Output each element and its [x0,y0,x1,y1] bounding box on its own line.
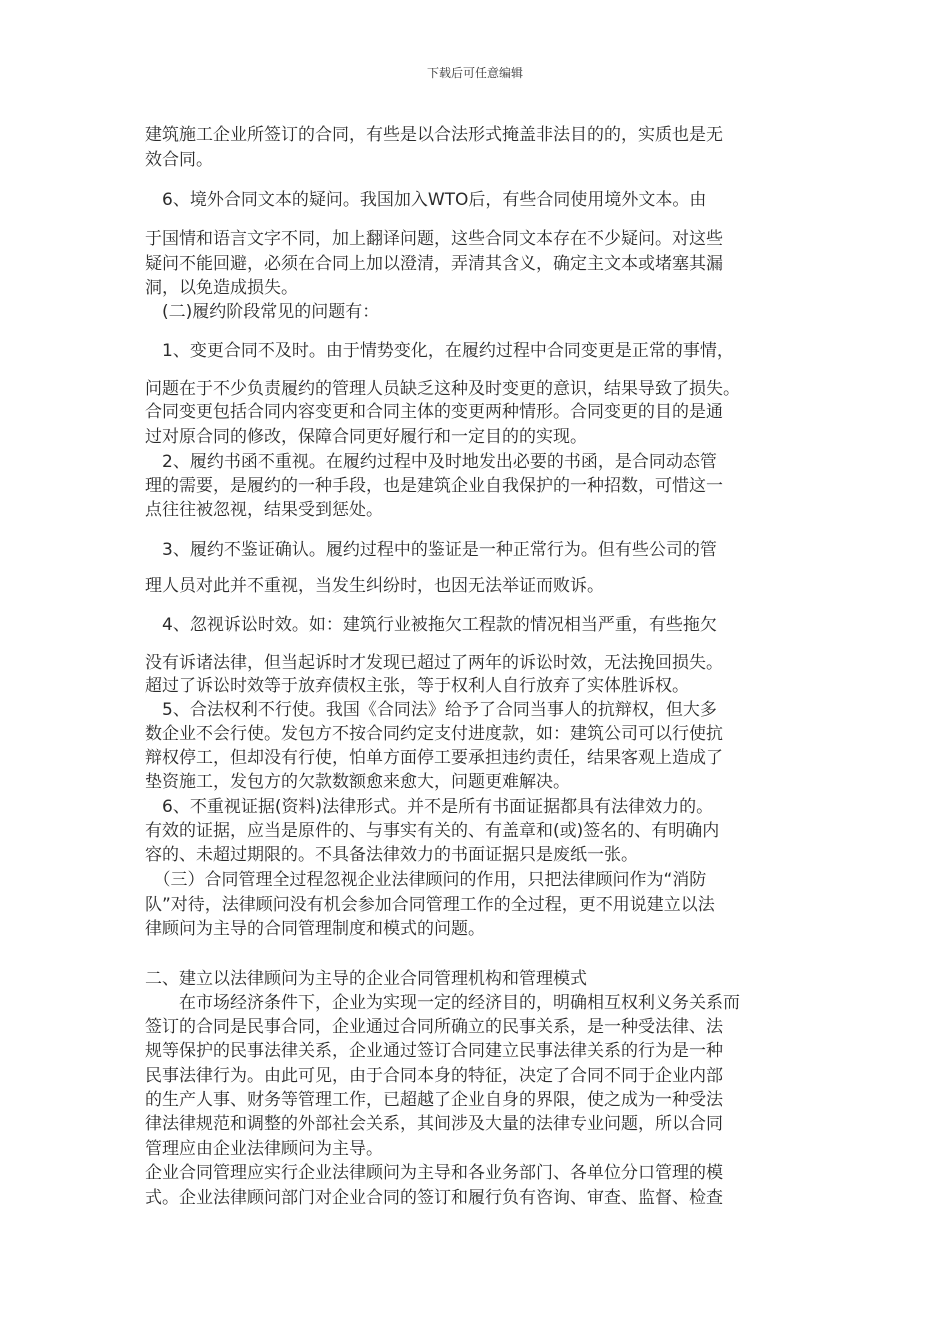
text-line: 在市场经济条件下，企业为实现一定的经济目的，明确相互权利义务关系而 [145,993,740,1013]
text-line: 队”对待，法律顾问没有机会参加合同管理工作的全过程，更不用说建立以法 [145,895,715,915]
text-line: 理的需要，是履约的一种手段，也是建筑企业自我保护的一种招数，可惜这一 [145,476,723,496]
section-heading: 二、建立以法律顾问为主导的企业合同管理机构和管理模式 [145,969,587,989]
text-line: 疑问不能回避，必须在合同上加以澄清，弄清其含义，确定主文本或堵塞其漏 [145,254,723,274]
text-line: （三）合同管理全过程忽视企业法律顾问的作用，只把法律顾问作为“消防 [145,870,707,890]
text-line: 律法律规范和调整的外部社会关系，其间涉及大量的法律专业问题，所以合同 [145,1114,723,1134]
text-line: 6、不重视证据(资料)法律形式。并不是所有书面证据都具有法律效力的。 [145,797,714,817]
text-line: 民事法律行为。由此可见，由于合同本身的特征，决定了合同不同于企业内部 [145,1066,723,1086]
text-line: 没有诉诸法律，但当起诉时才发现已超过了两年的诉讼时效，无法挽回损失。 [145,653,723,673]
text-line: 辩权停工，但却没有行使，怕单方面停工要承担违约责任，结果客观上造成了 [145,748,723,768]
text-line: 有效的证据，应当是原件的、与事实有关的、有盖章和(或)签名的、有明确内 [145,821,720,841]
text-line: 容的、未超过期限的。不具备法律效力的书面证据只是废纸一张。 [145,845,638,865]
text-line: 2、履约书函不重视。在履约过程中及时地发出必要的书函，是合同动态管 [145,452,717,472]
text-line: 4、忽视诉讼时效。如：建筑行业被拖欠工程款的情况相当严重，有些拖欠 [145,615,717,635]
text-line: 3、履约不鉴证确认。履约过程中的鉴证是一种正常行为。但有些公司的管 [145,540,717,560]
text-line: 过对原合同的修改，保障合同更好履行和一定目的的实现。 [145,427,587,447]
text-line: 超过了诉讼时效等于放弃债权主张，等于权利人自行放弃了实体胜诉权。 [145,676,689,696]
text-line: 管理应由企业法律顾问为主导。 [145,1139,383,1159]
text-line: 于国情和语言文字不同，加上翻译问题，这些合同文本存在不少疑问。对这些 [145,229,723,249]
text-line: 问题在于不少负责履约的管理人员缺乏这种及时变更的意识，结果导致了损失。 [145,379,740,399]
text-line: 的生产人事、财务等管理工作，已超越了企业自身的界限，使之成为一种受法 [145,1090,723,1110]
text-line: 效合同。 [145,150,213,170]
text-line: 律顾问为主导的合同管理制度和模式的问题。 [145,919,485,939]
text-line: 式。企业法律顾问部门对企业合同的签订和履行负有咨询、审查、监督、检查 [145,1188,723,1208]
text-line: 1、变更合同不及时。由于情势变化，在履约过程中合同变更是正常的事情， [145,341,734,361]
page-header: 下载后可任意编辑 [426,66,523,80]
text-line: 签订的合同是民事合同，企业通过合同所确立的民事关系，是一种受法律、法 [145,1017,723,1037]
text-line: 5、合法权利不行使。我国《合同法》给予了合同当事人的抗辩权，但大多 [145,700,717,720]
text-line: 企业合同管理应实行企业法律顾问为主导和各业务部门、各单位分口管理的模 [145,1163,723,1183]
text-line: 理人员对此并不重视，当发生纠纷时，也因无法举证而败诉。 [145,576,604,596]
text-line: (二)履约阶段常见的问题有： [145,302,380,322]
text-line: 建筑施工企业所签订的合同，有些是以合法形式掩盖非法目的的，实质也是无 [145,125,723,145]
text-line: 数企业不会行使。发包方不按合同约定支付进度款，如：建筑公司可以行使抗 [145,724,723,744]
text-line: 合同变更包括合同内容变更和合同主体的变更两种情形。合同变更的目的是通 [145,402,723,422]
text-line: 6、境外合同文本的疑问。我国加入WTO后，有些合同使用境外文本。由 [145,190,707,210]
text-line: 点往往被忽视，结果受到惩处。 [145,500,383,520]
text-line: 规等保护的民事法律关系，企业通过签订合同建立民事法律关系的行为是一种 [145,1041,723,1061]
text-line: 洞，以免造成损失。 [145,278,298,298]
text-line: 垫资施工，发包方的欠款数额愈来愈大，问题更难解决。 [145,772,570,792]
